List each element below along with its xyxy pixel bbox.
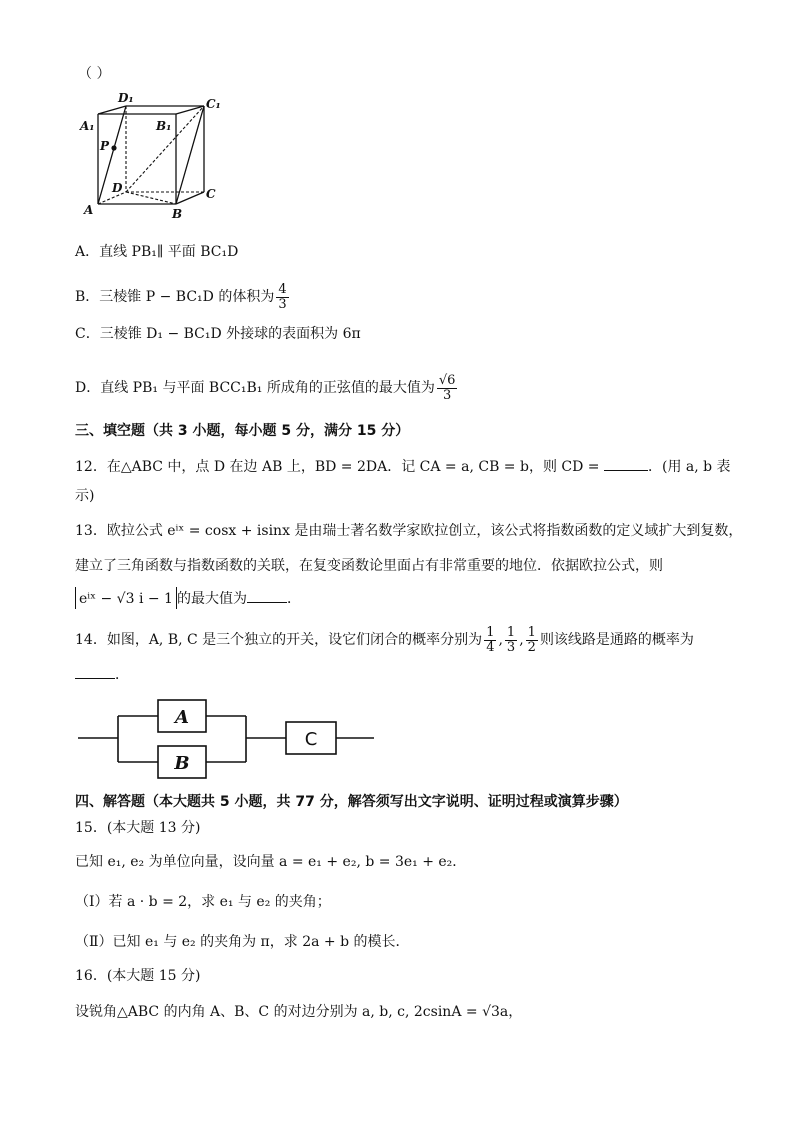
cube-label-a1: A₁ xyxy=(80,119,95,133)
cube-label-d1: D₁ xyxy=(118,91,134,105)
q12-blank xyxy=(604,456,648,471)
q15-part1: （Ⅰ）若 a · b = 2，求 e₁ 与 e₂ 的夹角； xyxy=(75,894,331,910)
cube-label-d: D xyxy=(112,181,123,195)
q14-end: ． xyxy=(115,667,129,683)
q14-line1: 14．如图，A, B, C 是三个独立的开关，设它们闭合的概率分别为 $\frac{1}{4}$ , $\frac{1}{3}$ , $\frac{1}{2}$ 则该线路是通路的概率为 xyxy=(75,624,694,655)
fraction-numerator: 1 xyxy=(527,624,536,640)
cube-label-c: C xyxy=(206,187,216,201)
q13-line3 xyxy=(75,588,301,609)
abs-bar-right xyxy=(176,587,177,609)
option-b xyxy=(75,277,291,317)
switch-b-label: B xyxy=(174,753,190,774)
fraction-denominator: 4 xyxy=(486,639,495,655)
q14-fraction-2 xyxy=(505,626,517,655)
switch-a-label: A xyxy=(175,707,189,728)
q13-end: ． xyxy=(286,591,301,607)
answer-paren: （ ） xyxy=(78,66,111,82)
option-d-fraction xyxy=(437,374,458,403)
circuit-diagram xyxy=(78,696,378,784)
fraction-numerator: √6 xyxy=(438,372,456,388)
option-c: C．三棱锥 D₁ − BC₁D 外接球的表面积为 6π xyxy=(75,326,361,342)
q14-text: 14．如图，A, B, C 是三个独立的开关，设它们闭合的概率分别为 xyxy=(75,632,483,648)
option-a: A．直线 PB₁∥ 平面 BC₁D xyxy=(75,244,239,260)
cube-label-b: B xyxy=(172,207,183,221)
q15-head: 15．(本大题 13 分) xyxy=(75,820,201,836)
fraction-numerator: 4 xyxy=(278,281,287,297)
section-4-title: 四、解答题（本大题共 5 小题，共 77 分，解答须写出文字说明、证明过程或演算步骤） xyxy=(75,794,628,810)
q12-line2: 示) xyxy=(75,488,95,504)
cube-label-p: P xyxy=(100,139,110,153)
q14-blank xyxy=(75,664,115,679)
q12-text-end: ．(用 a, b 表 xyxy=(647,459,731,475)
cube-label-b1: B₁ xyxy=(156,119,172,133)
q12-text: 12．在△ABC 中，点 D 在边 AB 上，BD = 2DA．记 CA = a, CB = b，则 CD = xyxy=(75,459,604,475)
q14-fraction-1 xyxy=(484,626,496,655)
q14-line2 xyxy=(75,664,129,685)
option-d xyxy=(75,368,459,408)
q13-line2: 建立了三角函数与指数函数的关联，在复变函数论里面占有非常重要的地位．依据欧拉公式，则 xyxy=(75,558,663,574)
q13-abs-expr xyxy=(75,589,177,609)
q13-tail: 的最大值为 xyxy=(176,591,247,607)
q14-fraction-3 xyxy=(526,626,538,655)
cube-label-a: A xyxy=(84,203,94,217)
q13-blank xyxy=(247,588,287,603)
fraction-denominator: 3 xyxy=(506,639,516,655)
option-b-fraction xyxy=(276,283,288,312)
fraction-denominator: 2 xyxy=(527,639,536,655)
q13-expr: eⁱˣ − √3 i − 1 xyxy=(79,591,173,607)
switch-c-label: C xyxy=(304,729,318,750)
q14-text-post: 则该线路是通路的概率为 xyxy=(539,632,694,648)
cube-figure xyxy=(76,91,226,222)
q12-line1 xyxy=(75,456,731,477)
q13-line1: 13．欧拉公式 eⁱˣ = cosx + isinx 是由瑞士著名数学家欧拉创立，该公式将指数函数的定义域扩大到复数， xyxy=(75,523,743,539)
abs-bar-left xyxy=(75,587,76,609)
q15-part2: （Ⅱ）已知 e₁ 与 e₂ 的夹角为 π，求 2a + b 的模长． xyxy=(75,934,410,950)
section-3-title: 三、填空题（共 3 小题，每小题 5 分，满分 15 分） xyxy=(75,423,410,439)
fraction-numerator: 1 xyxy=(486,624,495,640)
option-d-text: D．直线 PB₁ 与平面 BCC₁B₁ 所成角的正弦值的最大值为 xyxy=(75,380,435,396)
fraction-numerator: 1 xyxy=(506,624,516,640)
cube-label-c1: C₁ xyxy=(206,97,221,111)
fraction-denominator: 3 xyxy=(442,387,452,403)
option-b-text: B．三棱锥 P − BC₁D 的体积为 xyxy=(75,289,275,305)
q16-head: 16．(本大题 15 分) xyxy=(75,968,201,984)
fraction-denominator: 3 xyxy=(278,296,287,312)
q15-given: 已知 e₁, e₂ 为单位向量，设向量 a = e₁ + e₂, b = 3e₁ + e₂． xyxy=(75,854,467,870)
q16-line1: 设锐角△ABC 的内角 A、B、C 的对边分别为 a, b, c, 2csinA = √3a， xyxy=(75,1004,523,1020)
